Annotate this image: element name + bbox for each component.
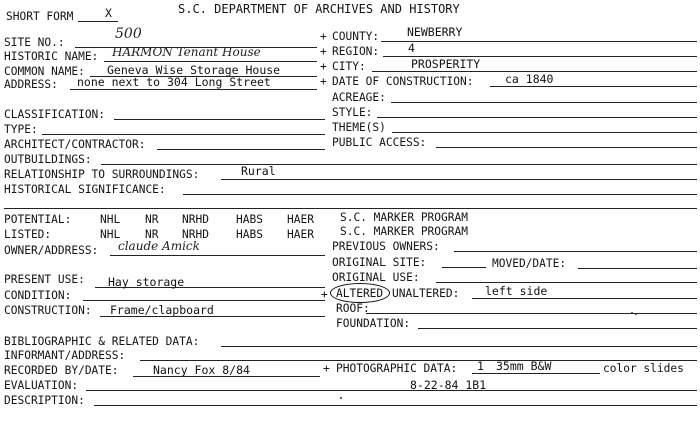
unaltered-label: UNALTERED: — [392, 287, 460, 300]
county-line — [381, 41, 697, 42]
style-line — [377, 117, 697, 118]
outbuildings-line — [101, 164, 697, 165]
altered-line — [472, 298, 697, 299]
condition-label: CONDITION: — [4, 289, 72, 302]
listed-nhl: NHL — [100, 228, 121, 241]
listed-nr: NR — [145, 228, 159, 241]
potential-habs: HABS — [236, 213, 263, 226]
site-no-value: 500 — [115, 26, 142, 42]
altered-label: ALTERED — [336, 287, 384, 300]
owner-value: claude Amick — [118, 239, 200, 253]
outbuildings-label: OUTBUILDINGS: — [4, 153, 92, 166]
address-label: ADDRESS: — [4, 78, 58, 91]
address-line — [70, 89, 317, 90]
photo-count: 1 — [477, 359, 484, 373]
photo-bw: 35mm B&W — [496, 359, 552, 373]
historic-name-line — [104, 61, 317, 62]
foundation-label: FOUNDATION: — [336, 317, 411, 330]
classification-label: CLASSIFICATION: — [4, 108, 106, 121]
owner-label: OWNER/ADDRESS: — [4, 244, 99, 257]
informant-line — [140, 360, 697, 361]
address-value: none next to 304 Long Street — [77, 75, 271, 89]
bibliographic-label: BIBLIOGRAPHIC & RELATED DATA: — [4, 335, 200, 348]
form-title: S.C. DEPARTMENT OF ARCHIVES AND HISTORY — [178, 2, 460, 16]
acreage-label: ACREAGE: — [332, 91, 386, 104]
stray-mark — [340, 397, 342, 399]
roof-line — [366, 313, 697, 314]
original-site-label: ORIGINAL SITE: — [332, 256, 427, 269]
acreage-line — [391, 102, 697, 103]
construction-value: Frame/clapboard — [110, 303, 214, 317]
short-form-label: SHORT FORM — [6, 10, 74, 23]
construction-line — [100, 316, 325, 317]
city-plus: + — [320, 60, 327, 73]
relationship-line — [221, 179, 697, 180]
description-label: DESCRIPTION: — [4, 394, 85, 407]
public-access-line — [436, 147, 697, 148]
evaluation-label: EVALUATION: — [4, 379, 79, 392]
previous-owners-line — [454, 251, 697, 252]
potential-nrhd: NRHD — [182, 213, 209, 226]
listed-marker-program: S.C. MARKER PROGRAM — [340, 225, 468, 238]
photo-line — [472, 373, 600, 374]
condition-line — [83, 300, 325, 301]
recorded-by-label: RECORDED BY/DATE: — [4, 364, 119, 377]
style-label: STYLE: — [332, 106, 373, 119]
moved-date-label: MOVED/DATE: — [492, 257, 567, 270]
county-value: NEWBERRY — [407, 25, 463, 39]
county-label: COUNTY: — [332, 30, 380, 43]
foundation-line — [418, 328, 697, 329]
potential-marker-program: S.C. MARKER PROGRAM — [340, 211, 468, 224]
type-line — [42, 134, 325, 135]
date-plus: + — [320, 75, 327, 88]
short-form-line — [78, 21, 118, 22]
photo-color-slides: color slides — [603, 362, 684, 375]
photo-plus: + — [323, 362, 330, 375]
region-plus: + — [320, 45, 327, 58]
classification-line — [114, 119, 325, 120]
photographic-data-label: PHOTOGRAPHIC DATA: — [336, 362, 458, 375]
region-value: 4 — [408, 41, 415, 55]
significance-line-2 — [4, 208, 697, 209]
common-name-value: Geneva Wise Storage House — [107, 63, 281, 77]
stray-mark — [635, 313, 637, 315]
evaluation-line — [86, 390, 697, 391]
present-use-label: PRESENT USE: — [4, 273, 85, 286]
present-use-line — [95, 287, 325, 288]
city-label: CITY: — [332, 60, 366, 73]
architect-label: ARCHITECT/CONTRACTOR: — [4, 138, 146, 151]
potential-nhl: NHL — [100, 213, 121, 226]
previous-owners-label: PREVIOUS OWNERS: — [332, 240, 440, 253]
recorded-by-value: Nancy Fox 8/84 — [153, 363, 250, 377]
type-label: TYPE: — [4, 123, 38, 136]
original-use-line — [436, 282, 697, 283]
county-plus: + — [320, 30, 327, 43]
listed-label: LISTED: — [4, 228, 52, 241]
listed-nrhd: NRHD — [182, 228, 209, 241]
potential-nr: NR — [145, 213, 159, 226]
significance-label: HISTORICAL SIGNIFICANCE: — [4, 183, 166, 196]
significance-line — [183, 194, 697, 195]
common-name-label: COMMON NAME: — [4, 65, 85, 78]
theme-label: THEME(S) — [332, 121, 386, 134]
theme-line — [392, 132, 697, 133]
public-access-label: PUBLIC ACCESS: — [332, 136, 427, 149]
original-site-line — [442, 267, 486, 268]
date-of-construction-label: DATE OF CONSTRUCTION: — [332, 75, 474, 88]
listed-habs: HABS — [236, 228, 263, 241]
description-line — [94, 405, 697, 406]
stray-mark — [631, 312, 633, 314]
moved-date-line — [578, 268, 697, 269]
architect-line — [157, 149, 325, 150]
listed-haer: HAER — [287, 228, 314, 241]
altered-plus: + — [321, 288, 328, 301]
photo-reference: 8-22-84 1B1 — [410, 378, 487, 392]
informant-label: INFORMANT/ADDRESS: — [4, 349, 126, 362]
construction-label: CONSTRUCTION: — [4, 304, 92, 317]
historic-name-value: HARMON Tenant House — [112, 45, 261, 59]
bibliographic-line — [221, 346, 697, 347]
city-value: PROSPERITY — [411, 57, 481, 71]
short-form-mark: X — [105, 6, 112, 20]
original-use-label: ORIGINAL USE: — [332, 271, 420, 284]
relationship-label: RELATIONSHIP TO SURROUNDINGS: — [4, 168, 200, 181]
date-of-construction-value: ca 1840 — [505, 72, 554, 86]
relationship-value: Rural — [241, 164, 276, 178]
altered-value: left side — [485, 284, 548, 298]
present-use-value: Hay storage — [108, 275, 185, 289]
historic-name-label: HISTORIC NAME: — [4, 50, 99, 63]
date-of-construction-line — [490, 86, 697, 87]
potential-haer: HAER — [287, 213, 314, 226]
altered-circle — [330, 283, 390, 303]
owner-line — [110, 255, 325, 256]
site-no-label: SITE NO.: — [4, 36, 65, 49]
potential-label: POTENTIAL: — [4, 213, 72, 226]
roof-label: ROOF: — [336, 302, 370, 315]
recorded-by-line — [133, 376, 320, 377]
region-label: REGION: — [332, 45, 380, 58]
